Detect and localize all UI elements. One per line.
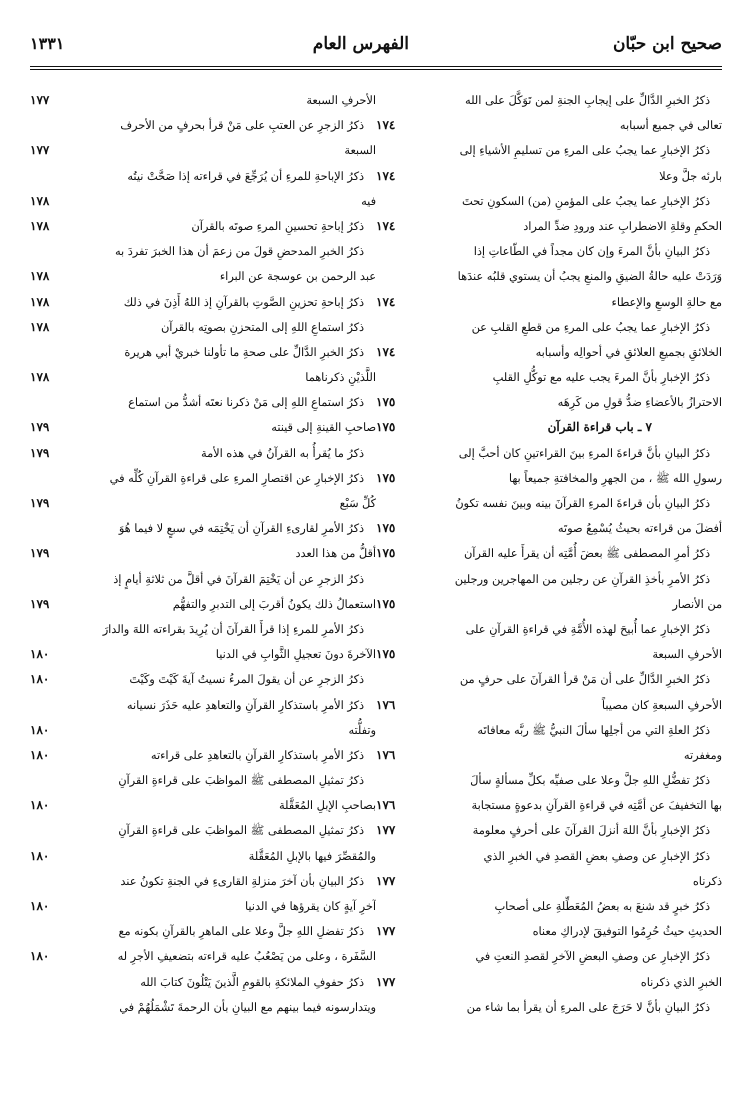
index-line <box>30 365 376 390</box>
index-line <box>30 390 376 415</box>
index-entry-text: ذكرُ الإخبارِ بأنَّ اللهَ أنزلَ القرآنَ على أحرفٍ معلومة <box>472 824 710 838</box>
index-entry-page: ١٧٥ <box>376 395 396 410</box>
index-entry-page: ١٧٦ <box>376 747 396 762</box>
index-line <box>376 693 722 718</box>
index-entry-page: ١٧٥ <box>376 596 396 611</box>
index-line <box>30 415 376 440</box>
index-entry-text: أفضلَ من قراءته بحيثُ يُسْمِعُ صوتَه <box>557 522 722 536</box>
index-entry-text: ذكرُ البيانِ بأنَّ المرءَ وإن كان مجداً في الطّاعاتِ إذا <box>473 245 710 259</box>
index-line <box>30 693 376 718</box>
index-entry-text: تعالى في جميع أسبابه <box>619 119 722 133</box>
index-line <box>376 844 722 869</box>
index-entry-text: ذكرُ الخبرِ الدَّالِّ على صحةِ ما تأولنا خبريْ أبي هريرة <box>124 345 364 359</box>
index-entry-page: ١٧٧ <box>30 93 50 107</box>
index-entry-text: ذكرُ تفضُّلِ اللهِ جلَّ وعلا على صفيِّه بكلِّ مسألةٍ سألَ <box>470 774 710 788</box>
index-line <box>376 642 722 667</box>
index-entry-text: الاحترازُ بالأعضاءِ ضدُّ قولِ من كَرِهَه <box>557 396 722 410</box>
index-entry-text: الأحرفِ السبعة <box>306 94 376 107</box>
index-line <box>376 138 722 163</box>
index-column-right <box>376 88 722 1088</box>
index-entry-text: ذكرُ الأمرِ لقارىءِ القرآنِ أن يَخْتِمَه في سبعٍ لا فيما هُوَ <box>118 522 364 536</box>
index-line <box>30 441 376 466</box>
index-entry-text: ذكرُ الأمرِ باستذكارِ القرآنِ بالتعاهدِ على قراءته <box>150 748 364 762</box>
index-entry-text: ذكرُ أمرِ المصطفى ﷺ بعضَ أُمَّتِه أن يقرأَ عليه القرآن <box>464 547 710 561</box>
index-entry-text: السَّفَرة ، وعلى من يَصْعُبُ عليه قراءته بتضعيفِ الأجرِ له <box>117 950 376 964</box>
index-line <box>30 667 376 692</box>
index-entry-page: ١٧٧ <box>376 924 396 939</box>
index-entry-text: وَرَدَتْ عليه حالةُ الضيقِ والمنعِ يجبُ أن يستوي قلبُه عندَها <box>457 270 722 284</box>
index-entry-page: ١٧٨ <box>30 319 50 334</box>
index-entry-text: ذكرُ إباحةِ تحزينِ الصَّوتِ بالقرآنِ إذ اللهُ أَذِنَ في ذلك <box>123 295 364 309</box>
index-entry-text: الآخرةَ دونَ تعجيلِ الثَّوابِ في الدنيا <box>215 648 376 662</box>
index-entry-text: مع حالةِ الوسعِ والإعطاء <box>611 295 722 309</box>
index-line <box>376 970 722 995</box>
index-entry-text: ذكرُ الزجرِ عن أن يَخْتِمَ القرآنَ في أقلَّ من ثلاثةِ أيامٍ إذ <box>113 572 364 586</box>
index-entry-text: الحكمِ وقلةِ الاضطرابِ عند ورودِ ضدِّ المراد <box>523 219 722 233</box>
index-line <box>30 793 376 818</box>
index-entry-text: ذكرُ الإخبارِ بأنَّ المرءَ يجب عليه مع توكُّلِ القلبِ <box>492 371 710 385</box>
index-line <box>376 113 722 138</box>
index-entry-page: ١٧٩ <box>30 445 50 460</box>
index-entry-text: من الأنصار <box>672 597 722 611</box>
index-entry-text: ٧ ـ باب قراءة القرآن <box>547 420 652 435</box>
index-entry-page: ١٨٠ <box>30 722 50 737</box>
index-entry-text: ذكرُ الإخبارِ عن وصفِ بعضِ القصدِ في الخبرِ الذي <box>483 849 710 863</box>
index-line <box>376 189 722 214</box>
index-entry-text: ذكرُ العلةِ التي من أجلِها سألَ النبيُّ ﷺ ربَّه معافاتَه <box>477 723 710 737</box>
index-entry-page: ١٧٨ <box>30 218 50 233</box>
index-entry-page: ١٧٦ <box>376 697 396 712</box>
index-entry-text: الخلائقِ بجميعِ العلائقِ في أحوالِه وأسبابه <box>535 345 722 359</box>
index-line <box>30 315 376 340</box>
index-entry-text: ذكرُ الزجرِ عن أن يقولَ المرءُ نسيتُ آيةَ كَيْتَ وكَيْتَ <box>129 673 364 687</box>
index-entry-page: ١٧٨ <box>30 294 50 309</box>
index-entry-page: ١٧٤ <box>376 218 396 233</box>
index-line <box>376 88 722 113</box>
index-entry-text: الأحرفِ السبعةِ كان مصيباً <box>601 698 722 712</box>
index-entry-text: ذكرُ خبرٍ قد شنعَ به بعضُ المُعَطِّلةِ على أصحابِ <box>494 900 710 913</box>
index-line <box>376 466 722 491</box>
index-line <box>376 617 722 642</box>
index-entry-text: رسولِ الله ﷺ ، من الجهرِ والمخافتةِ جميعاً بها <box>508 471 722 485</box>
index-line <box>376 516 722 541</box>
index-line <box>30 919 376 944</box>
index-entry-text: كُلِّ سَبْع <box>339 497 376 510</box>
index-entry-page: ١٧٤ <box>376 294 396 309</box>
index-line <box>30 642 376 667</box>
index-entry-page: ١٧٩ <box>30 420 50 435</box>
section-title: الفهرس العام <box>312 34 409 54</box>
index-entry-text: ذكرُ الإخبارِ عما يجبُ على المرءِ من قطعِ القلبِ عن <box>471 320 710 334</box>
index-entry-page: ١٧٥ <box>376 420 396 435</box>
index-entry-text: ذكرُ البيانِ بأن آخرَ منزلةِ القارىءِ في الجنةِ تكونُ عند <box>120 874 364 888</box>
index-entry-text: الأحرفِ السبعة <box>652 648 722 662</box>
index-line <box>376 944 722 969</box>
index-entry-text: بارئه جلَّ وعلا <box>659 169 722 183</box>
index-entry-page: ١٨٠ <box>30 747 50 762</box>
index-entry-text: ذكرُ الخبرِ الدَّالِّ على أن مَنْ قرأ القرآنَ على حرفٍ من <box>459 673 710 687</box>
index-entry-page: ١٧٩ <box>30 596 50 611</box>
index-entry-text: ذكرُ تمثيلِ المصطفى ﷺ المواظبَ على قراءةِ القرآنِ <box>118 774 364 788</box>
index-entry-text: عبد الرحمن بن عوسجة عن البراء <box>219 270 376 284</box>
index-entry-text: ذكرُ إباحةِ تحسينِ المرءِ صوتَه بالقرآن <box>191 219 364 233</box>
index-entry-text: بها التخفيفَ عن أمَّتِه في قراءةِ القرآنِ بدعوةٍ مستجابة <box>471 799 722 813</box>
index-entry-page: ١٨٠ <box>30 672 50 687</box>
index-entry-text: أقلُّ من هذا العدد <box>295 547 376 561</box>
index-line <box>30 264 376 289</box>
index-entry-text: استعمالُ ذلك يكونُ أقربَ إلى التدبرِ والتفهُّم <box>172 597 376 611</box>
index-entry-page: ١٧٥ <box>376 546 396 561</box>
index-line <box>376 264 722 289</box>
index-entry-text: صاحبِ القينةِ إلى قينته <box>271 421 376 435</box>
index-line <box>376 441 722 466</box>
index-entry-text: ذكرُ البيانِ بأن قراءةَ المرءِ القرآنَ بينه وبينَ نفسه تكونُ <box>455 497 710 510</box>
index-entry-text: ذكرُ تمثيلِ المصطفى ﷺ المواظبَ على قراءةِ القرآنِ <box>118 824 364 838</box>
index-entry-page: ١٨٠ <box>30 899 50 913</box>
index-entry-page: ١٧٤ <box>376 168 396 183</box>
index-line <box>30 970 376 995</box>
index-entry-text: والمُقصِّرَ فيها بالإبلِ المُعَقَّلة <box>248 849 376 863</box>
index-line <box>376 919 722 944</box>
index-entry-text: ذكرُ الإخبارِ عن وصفِ البعضِ الآخرِ لقصدِ النعتِ في <box>475 950 710 964</box>
index-line <box>30 189 376 214</box>
index-entry-page: ١٧٤ <box>376 118 396 133</box>
index-entry-text: بصاحبِ الإبلِ المُعَقَّلة <box>279 799 376 813</box>
index-entry-text: ذكرُ الإخبارِ عما يجبُ على المؤمنِ (من) السكونِ تحتَ <box>461 194 710 208</box>
index-entry-page: ١٧٦ <box>376 798 396 813</box>
index-line <box>30 290 376 315</box>
index-line <box>376 164 722 189</box>
index-entry-text: ذكرُ الإخبارِ عما أُبيحَ لهذه الأُمَّةِ في قراءةِ القرآنِ على <box>465 622 710 636</box>
index-line <box>30 138 376 163</box>
index-line <box>376 290 722 315</box>
index-entry-page: ١٧٨ <box>30 193 50 208</box>
index-entry-page: ١٧٥ <box>376 521 396 536</box>
index-line <box>376 718 722 743</box>
book-title: صحيح ابن حبّان <box>612 34 722 54</box>
index-line <box>30 944 376 969</box>
index-line <box>30 844 376 869</box>
index-line <box>30 88 376 113</box>
index-entry-text: ذكرُ البيانِ بأنَّ قراءةَ المرءِ بينَ القراءتينِ كان أحبَّ إلى <box>458 446 710 460</box>
index-entry-text: وتفلُّته <box>348 723 376 737</box>
index-line <box>376 491 722 516</box>
index-entry-page: ١٧٤ <box>376 344 396 359</box>
index-line <box>30 869 376 894</box>
index-entry-page: ١٧٩ <box>30 496 50 510</box>
index-entry-text: ذكرناه <box>692 874 722 888</box>
index-entry-page: ١٧٨ <box>30 370 50 385</box>
index-entry-page: ١٧٧ <box>30 143 50 158</box>
index-line <box>30 894 376 919</box>
index-line <box>376 869 722 894</box>
index-line <box>30 340 376 365</box>
index-line <box>376 592 722 617</box>
index-entry-text: ذكرُ الأمرِ للمرءِ إذا قرأَ القرآنَ أن يُرِيدَ بقراءته اللهَ والدارَ <box>102 622 364 636</box>
index-line <box>376 415 722 440</box>
index-line <box>376 818 722 843</box>
index-entry-page: ١٧٥ <box>376 647 396 662</box>
index-entry-page: ١٧٨ <box>30 269 50 284</box>
index-entry-page: ١٧٩ <box>30 546 50 561</box>
index-entry-text: ذكرُ الإخبارِ عن اقتصارِ المرءِ على قراءةِ القرآنِ كُلِّه في <box>109 471 364 485</box>
index-line <box>376 793 722 818</box>
index-entry-text: آخرِ آيةٍ كان يقرؤها في الدنيا <box>244 900 376 913</box>
page-header <box>30 34 722 64</box>
index-line <box>30 743 376 768</box>
index-line <box>376 768 722 793</box>
index-entry-text: ويتدارسونه فيما بينهم مع البيانِ بأن الرحمةَ تَشْمَلُهُمْ في <box>119 1000 376 1014</box>
index-line <box>376 214 722 239</box>
index-entry-text: ذكرُ استماعِ اللهِ إلى مَنْ ذكرنا نعتَه أشدُّ من استماع <box>128 396 364 410</box>
index-entry-page: ١٨٠ <box>30 798 50 813</box>
index-line <box>376 667 722 692</box>
index-line <box>30 995 376 1020</box>
index-line <box>30 491 376 516</box>
index-entry-text: السبعة <box>344 144 376 158</box>
index-entry-page: ١٨٠ <box>30 848 50 863</box>
index-line <box>30 164 376 189</box>
index-line <box>376 390 722 415</box>
index-line <box>30 541 376 566</box>
index-column-left <box>30 88 376 1088</box>
index-line <box>30 466 376 491</box>
index-entry-text: ذكرُ الأمرِ بأخذِ القرآنِ عن رجلين من المهاجرين ورجلين <box>454 572 710 586</box>
index-line <box>30 818 376 843</box>
index-entry-text: ذكرُ الإخبارِ عما يجبُ على المرءِ من تسليمِ الأشياءِ إلى <box>459 144 710 158</box>
index-entry-page: ١٨٠ <box>30 949 50 964</box>
index-line <box>376 365 722 390</box>
index-entry-text: ذكرُ الزجرِ عن العتبِ على مَنْ قرأ بحرفٍ من الأحرف <box>120 119 364 133</box>
header-rule <box>30 66 722 70</box>
index-entry-text: ذكرُ ما يُقرأُ به القرآنُ في هذه الأمة <box>201 446 364 460</box>
index-entry-page: ١٧٧ <box>376 823 396 838</box>
index-line <box>376 541 722 566</box>
index-line <box>30 214 376 239</box>
index-line <box>376 894 722 919</box>
index-line <box>376 239 722 264</box>
index-entry-text: ذكرُ الإباحةِ للمرءِ أن يُرَجِّعَ في قراءته إذا صَحَّتْ نيتُه <box>127 169 364 183</box>
index-entry-page: ١٧٧ <box>376 873 396 888</box>
index-entry-page: ١٧٧ <box>376 974 396 989</box>
index-entry-text: ذكرُ البيانِ بأنَّ لا حَرَجَ على المرءِ أن يقرأ بما شاء من <box>466 1000 710 1014</box>
index-line <box>30 718 376 743</box>
index-entry-text: فيه <box>361 194 376 208</box>
index-entry-text: ذكرُ حفوفِ الملائكةِ بالقومِ الَّذينَ يَتْلُونَ كتابَ الله <box>140 975 364 989</box>
index-line <box>30 567 376 592</box>
index-line <box>30 516 376 541</box>
index-entry-page: ١٧٥ <box>376 470 396 485</box>
index-entry-text: ذكرُ تفضلِ اللهِ جلَّ وعلا على الماهرِ بالقرآنِ بكونه مع <box>118 925 364 939</box>
index-entry-text: ذكرُ استماعِ اللهِ إلى المتحزنِ بصوتِه بالقرآن <box>160 320 364 334</box>
index-line <box>376 995 722 1020</box>
index-line <box>376 340 722 365</box>
index-line <box>30 239 376 264</box>
index-line <box>30 113 376 138</box>
index-line <box>376 743 722 768</box>
index-entry-text: ذكرُ الخبرِ الدَّالِّ على إيجابِ الجنةِ لمن تَوَكَّلَ على الله <box>465 94 710 107</box>
index-entry-text: اللَّذيْنِ ذكرناهما <box>305 371 376 385</box>
index-entry-text: الخبرِ الذي ذكرناه <box>640 975 722 989</box>
index-entry-text: الحديثِ حيثُ حُرِمُوا التوفيقَ لإدراكِ معناه <box>532 925 722 939</box>
index-line <box>376 567 722 592</box>
page-number: ١٣٣١ <box>30 34 65 53</box>
index-line <box>376 315 722 340</box>
index-entry-text: ذكرُ الخبرِ المدحضِ قولَ من زعمَ أن هذا الخبرَ تفردَ به <box>114 245 364 259</box>
index-line <box>30 617 376 642</box>
index-line <box>30 592 376 617</box>
index-line <box>30 768 376 793</box>
index-entry-text: ومغفرته <box>683 748 722 762</box>
index-entry-text: ذكرُ الأمرِ باستذكارِ القرآنِ والتعاهدِ عليه حَذَرَ نسيانه <box>126 698 364 712</box>
index-entry-page: ١٨٠ <box>30 647 50 662</box>
